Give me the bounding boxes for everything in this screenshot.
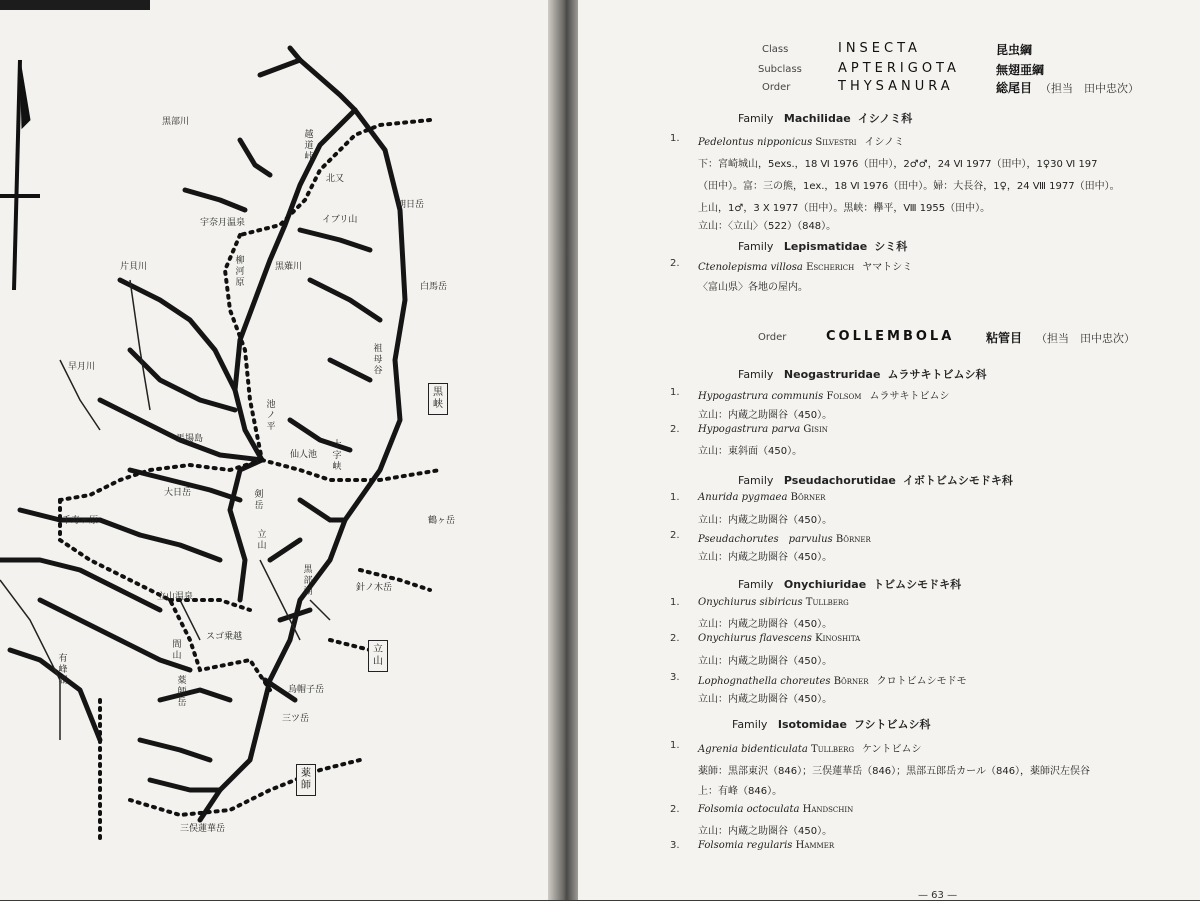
streams	[0, 280, 330, 740]
entry-number: 3.	[670, 672, 680, 683]
locality-line: 立山：内蔵之助圏谷（450）。	[698, 619, 833, 630]
map-label: 烏帽子岳	[288, 685, 325, 695]
locality-line: 立山：東斜面（450）。	[698, 446, 803, 457]
map-label: 間山	[172, 640, 182, 661]
map-label: 朝日岳	[397, 200, 425, 210]
page-number: — 63 —	[918, 890, 958, 901]
species-name: Hypogastrura communis Folsom ムラサキトビムシ	[698, 391, 950, 402]
entry-number: 2.	[670, 424, 680, 435]
locality-line: 立山：内蔵之助圏谷（450）。	[698, 826, 833, 837]
map-label: 黒部川	[162, 117, 190, 127]
map-label: 仙人池	[290, 450, 318, 460]
region-box-tateyama: 立山	[368, 640, 388, 672]
map-label: 越道峠	[304, 130, 314, 162]
species-name: Agrenia bidenticulata Tullberg ケントビムシ	[698, 744, 922, 755]
family-heading: Family Pseudachorutidae イボトビムシモドキ科	[738, 474, 1013, 487]
order-note: （担当 田中忠次）	[1040, 82, 1139, 95]
map-label: 十字峡	[332, 440, 342, 472]
map-label: 有峰湖	[58, 654, 68, 686]
map-label: 宇奈月温泉	[200, 218, 246, 228]
map-label: 北又	[326, 174, 345, 184]
north-arrow-icon	[0, 60, 40, 290]
subclass-jp: 無翅亜綱	[996, 63, 1045, 77]
map-label: 馬場島	[176, 434, 204, 444]
entry-number: 2.	[670, 530, 680, 541]
species-name: Pedelontus nipponicus Silvestri イシノミ	[698, 137, 905, 148]
species-name: Pseudachorutes parvulus Börner	[698, 534, 871, 545]
locality-line: （田中）。富：三の熊，1ex.，18 Ⅵ 1976（田中）。婦：大長谷，1♀，24 Ⅷ 1977（田中）。	[698, 181, 1120, 192]
family-heading: Family Onychiuridae トビムシモドキ科	[738, 578, 962, 591]
map-label: 立山温泉	[157, 592, 194, 602]
map-label: 片貝川	[120, 262, 148, 272]
map-label: 三ツ岳	[282, 714, 310, 724]
family-heading: Family Isotomidae フシトビムシ科	[732, 718, 931, 731]
entry-number: 1.	[670, 492, 680, 503]
species-name: Anurida pygmaea Börner	[698, 492, 826, 503]
order-name: THYSANURA	[838, 79, 954, 94]
map-label: 大日岳	[164, 488, 192, 498]
species-name: Onychiurus sibiricus Tullberg	[698, 597, 849, 608]
map-label: 黒薙川	[275, 262, 303, 272]
river-map	[0, 0, 560, 900]
class-jp: 昆虫綱	[996, 43, 1033, 57]
species-name: Ctenolepisma villosa Escherich ヤマトシミ	[698, 262, 913, 273]
region-box-kurobe: 黒峡	[428, 383, 448, 415]
locality-line: 薬師：黒部東沢（846）；三俣蓮華岳（846）；黒部五郎岳カール（846），薬師沢左俣谷	[698, 766, 1091, 777]
species-name: Onychiurus flavescens Kinoshita	[698, 633, 861, 644]
map-label: 祖母谷	[373, 344, 383, 376]
entry-number: 2.	[670, 258, 680, 269]
map-label: 鶴ヶ岳	[428, 516, 456, 526]
map-label: 早月川	[68, 362, 96, 372]
left-page	[0, 0, 560, 900]
locality-line: 上山，1♂，3 Ⅹ 1977（田中）。黒峡：欅平，Ⅷ 1955（田中）。	[698, 203, 991, 214]
locality-line: 立山：内蔵之助圏谷（450）。	[698, 410, 833, 421]
map-label: 柳河原	[235, 256, 245, 288]
order-jp: 総尾目	[996, 81, 1033, 95]
map-label: 針ノ木岳	[356, 583, 393, 593]
family-heading: Family Lepismatidae シミ科	[738, 240, 908, 253]
right-page	[578, 0, 1200, 900]
entry-number: 1.	[670, 387, 680, 398]
order-label: Order	[762, 82, 791, 93]
order2-name: COLLEMBOLA	[826, 329, 955, 344]
class-name: INSECTA	[838, 41, 921, 56]
locality-line: 立山：〈立山〉（522）（848）。	[698, 221, 837, 232]
entry-number: 3.	[670, 840, 680, 851]
locality-line: 上：有峰（846）。	[698, 786, 783, 797]
order2-jp: 粘管目	[986, 331, 1023, 345]
locality-line: 〈富山県〉各地の屋内。	[698, 282, 808, 293]
map-label: 黒部湖	[303, 565, 313, 597]
entry-number: 2.	[670, 633, 680, 644]
map-label: 剣岳	[254, 490, 264, 511]
order2-note: （担当 田中忠次）	[1036, 332, 1135, 345]
map-label: スゴ乗越	[206, 632, 243, 642]
map-label: 池ノ平	[266, 400, 276, 432]
locality-line: 立山：内蔵之助圏谷（450）。	[698, 656, 833, 667]
entry-number: 1.	[670, 133, 680, 144]
order2-label: Order	[758, 332, 787, 343]
map-label: 薬師岳	[177, 676, 187, 708]
locality-line: 立山：内蔵之助圏谷（450）。	[698, 694, 833, 705]
species-name: Folsomia regularis Hammer	[698, 840, 835, 851]
entry-number: 2.	[670, 804, 680, 815]
species-name: Folsomia octoculata Handschin	[698, 804, 854, 815]
map-label: イブリ山	[322, 215, 358, 225]
map-label: 白馬岳	[420, 282, 448, 292]
subclass-label: Subclass	[758, 64, 802, 75]
locality-line: 立山：内蔵之助圏谷（450）。	[698, 552, 833, 563]
map-label: 千寿ヶ原	[62, 516, 99, 526]
book-gutter	[548, 0, 582, 900]
species-name: Lophognathella choreutes Börner クロトビムシモドモ	[698, 676, 967, 687]
family-heading: Family Neogastruridae ムラサキトビムシ科	[738, 368, 987, 381]
map-label: 三俣蓮華岳	[180, 824, 226, 834]
locality-line: 立山：内蔵之助圏谷（450）。	[698, 515, 833, 526]
trails	[60, 120, 440, 840]
region-box-yakushi: 薬師	[296, 764, 316, 796]
subclass-name: APTERIGOTA	[838, 61, 960, 76]
class-label: Class	[762, 44, 789, 55]
map-label: 立山	[257, 530, 267, 551]
family-heading: Family Machilidae イシノミ科	[738, 112, 913, 125]
entry-number: 1.	[670, 597, 680, 608]
locality-line: 下：宮崎城山，5exs.，18 Ⅵ 1976（田中），2♂♂，24 Ⅵ 1977（田中），1♀30 Ⅵ 197	[698, 159, 1098, 170]
entry-number: 1.	[670, 740, 680, 751]
species-name: Hypogastrura parva Gisin	[698, 424, 828, 435]
